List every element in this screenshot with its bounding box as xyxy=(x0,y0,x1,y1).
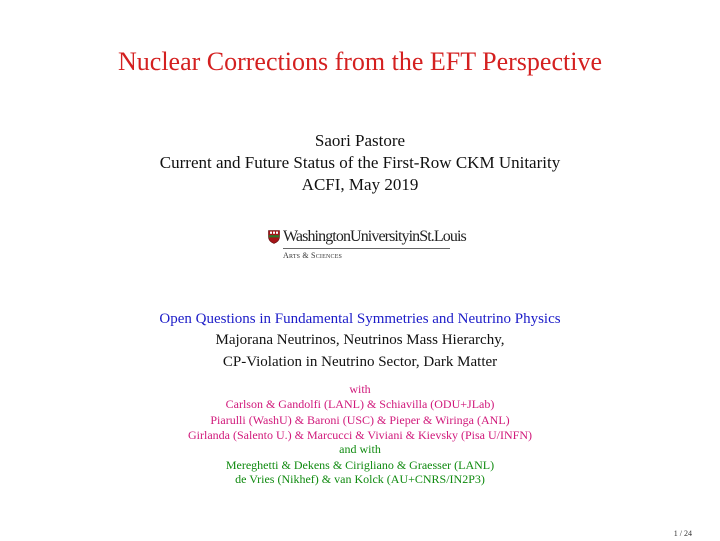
logo-divider xyxy=(283,248,450,249)
venue-date: ACFI, May 2019 xyxy=(301,175,419,194)
collaborator-line: Girlanda (Salento U.) & Marcucci & Viviani & Kievsky (Pisa U/INFN) xyxy=(188,428,532,442)
author-block xyxy=(0,130,720,196)
page-number: 1 / 24 xyxy=(673,529,692,538)
and-with-label: and with xyxy=(339,442,381,456)
slide-title: Nuclear Corrections from the EFT Perspective xyxy=(118,47,602,76)
university-name: WashingtonUniversityinSt.Louis xyxy=(283,228,466,245)
topic-line: Majorana Neutrinos, Neutrinos Mass Hierarchy, xyxy=(215,332,505,348)
collaborator-line: Carlson & Gandolfi (LANL) & Schiavilla (ODU+JLab) xyxy=(225,397,495,411)
conference-name: Current and Future Status of the First-Row CKM Unitarity xyxy=(159,153,561,172)
school-name: Arts & Sciences xyxy=(283,251,343,260)
collaborator-line: Piarulli (WashU) & Baroni (USC) & Pieper & Wiringa (ANL) xyxy=(210,413,510,427)
author-name: Saori Pastore xyxy=(314,131,406,150)
collaborator-line: Mereghetti & Dekens & Cirigliano & Graesser (LANL) xyxy=(225,458,495,472)
university-logo xyxy=(268,228,466,263)
with-label: with xyxy=(349,382,371,396)
shield-icon xyxy=(268,230,280,244)
topic-line: CP-Violation in Neutrino Sector, Dark Matter xyxy=(222,354,498,370)
topics-heading: Open Questions in Fundamental Symmetries and Neutrino Physics xyxy=(159,311,561,327)
collaborator-line: de Vries (Nikhef) & van Kolck (AU+CNRS/IN2P3) xyxy=(235,472,485,486)
